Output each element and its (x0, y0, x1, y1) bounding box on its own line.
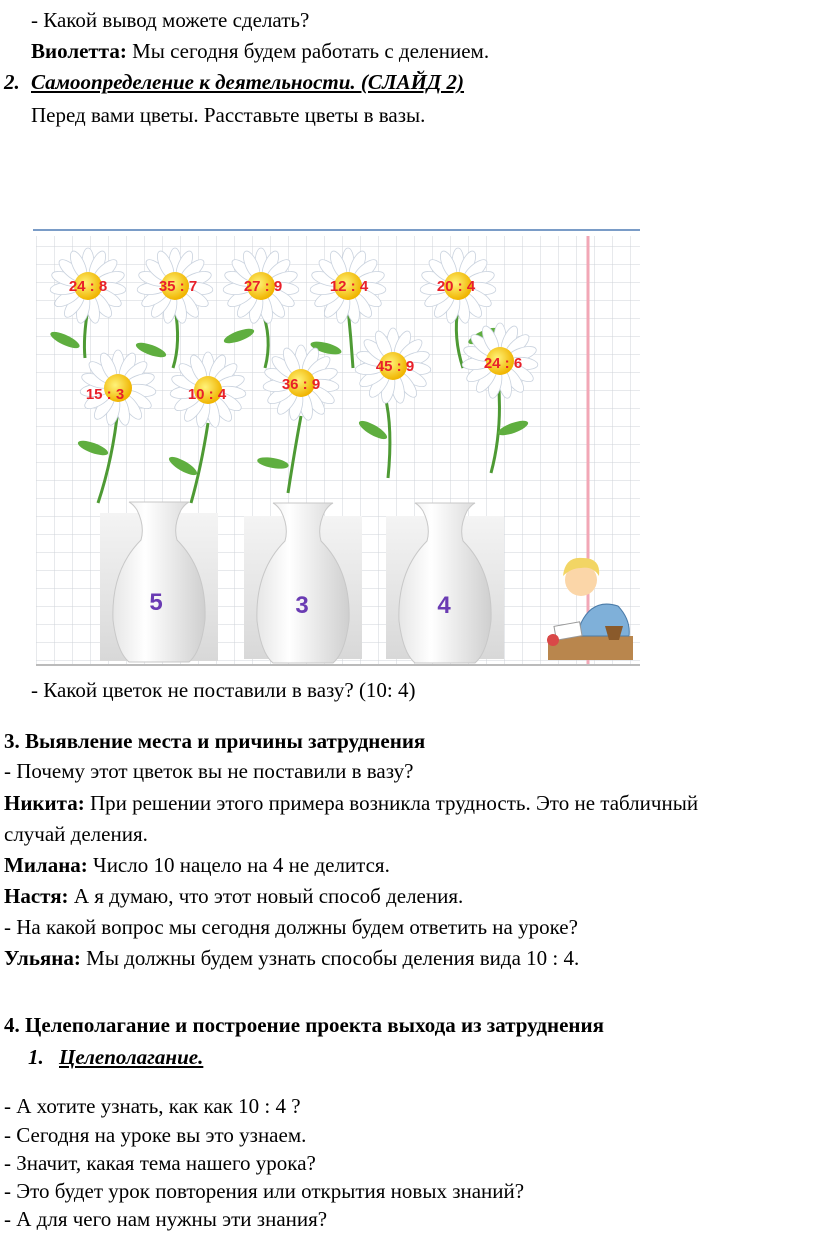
list-item: - Это будет урок повторения или открытия новых знаний? (4, 1179, 525, 1203)
flower-label: 36 : 9 (281, 376, 321, 393)
question-missing-flower: - Какой цветок не поставили в вазу? (10: 4) (31, 678, 416, 702)
speaker-text: А я думаю, что этот новый способ деления. (68, 884, 464, 908)
violetta-line (31, 39, 489, 63)
vase-label: 5 (149, 589, 163, 616)
question-lesson: - На какой вопрос мы сегодня должны будем ответить на уроке? (4, 915, 578, 939)
speaker-text: Мы должны будем узнать способы деления вида 10 : 4. (80, 946, 580, 970)
section-title: Самоопределение к деятельности. (СЛАЙД 2) (31, 70, 465, 94)
speaker-name: Ульяна: (4, 946, 81, 970)
section-4-heading (4, 1013, 604, 1037)
flower-label: 27 : 9 (243, 278, 283, 295)
subsection-title: Целеполагание. (59, 1045, 204, 1069)
vase-label: 3 (295, 592, 309, 619)
speaker-name: Милана: (4, 853, 88, 877)
nikita-line (4, 791, 698, 815)
flower-label: 20 : 4 (436, 278, 476, 295)
list-item: - Значит, какая тема нашего урока? (4, 1151, 316, 1175)
milana-line (4, 853, 390, 877)
question-conclusion: - Какой вывод можете сделать? (31, 8, 310, 32)
speaker-text: Мы сегодня будем работать с делением. (126, 39, 490, 63)
list-item: - А для чего нам нужны эти знания? (4, 1207, 328, 1231)
section-2-heading (4, 70, 464, 94)
vase-4 (386, 503, 504, 663)
speaker-text: При решении этого примера возникла трудность. Это не табличный (84, 791, 699, 815)
subsection-heading (28, 1045, 203, 1069)
slide-svg (33, 228, 640, 668)
question-why: - Почему этот цветок вы не поставили в вазу? (4, 759, 414, 783)
vase-3 (244, 503, 362, 663)
section-title: 3. Выявление места и причины затруднения (4, 729, 426, 753)
section-3-heading (4, 729, 425, 753)
ulyana-line (4, 946, 579, 970)
speaker-name: Настя: (4, 884, 69, 908)
speaker-name: Никита: (4, 791, 85, 815)
flower-label: 10 : 4 (187, 386, 227, 403)
flower-label: 15 : 3 (85, 386, 125, 403)
vase-label: 4 (437, 592, 451, 619)
nastya-line (4, 884, 463, 908)
vase-5 (100, 502, 218, 662)
flower-label: 35 : 7 (158, 278, 198, 295)
slide-image (33, 228, 640, 668)
subsection-number: 1. (28, 1045, 44, 1069)
speaker-text: Число 10 нацело на 4 не делится. (87, 853, 390, 877)
list-item: - Сегодня на уроке вы это узнаем. (4, 1123, 307, 1147)
section-title: 4. Целеполагание и построение проекта выхода из затруднения (4, 1013, 604, 1037)
speaker-name: Виолетта: (31, 39, 127, 63)
flower-label: 24 : 6 (483, 355, 523, 372)
list-item: - А хотите узнать, как как 10 : 4 ? (4, 1094, 301, 1118)
flower-label: 12 : 4 (329, 278, 369, 295)
section-number: 2. (4, 70, 20, 94)
flower-label: 45 : 9 (375, 358, 415, 375)
nikita-line-cont: случай деления. (4, 822, 148, 846)
flower-label: 24 : 8 (68, 278, 108, 295)
instruction-text: Перед вами цветы. Расставьте цветы в вазы. (31, 103, 426, 127)
